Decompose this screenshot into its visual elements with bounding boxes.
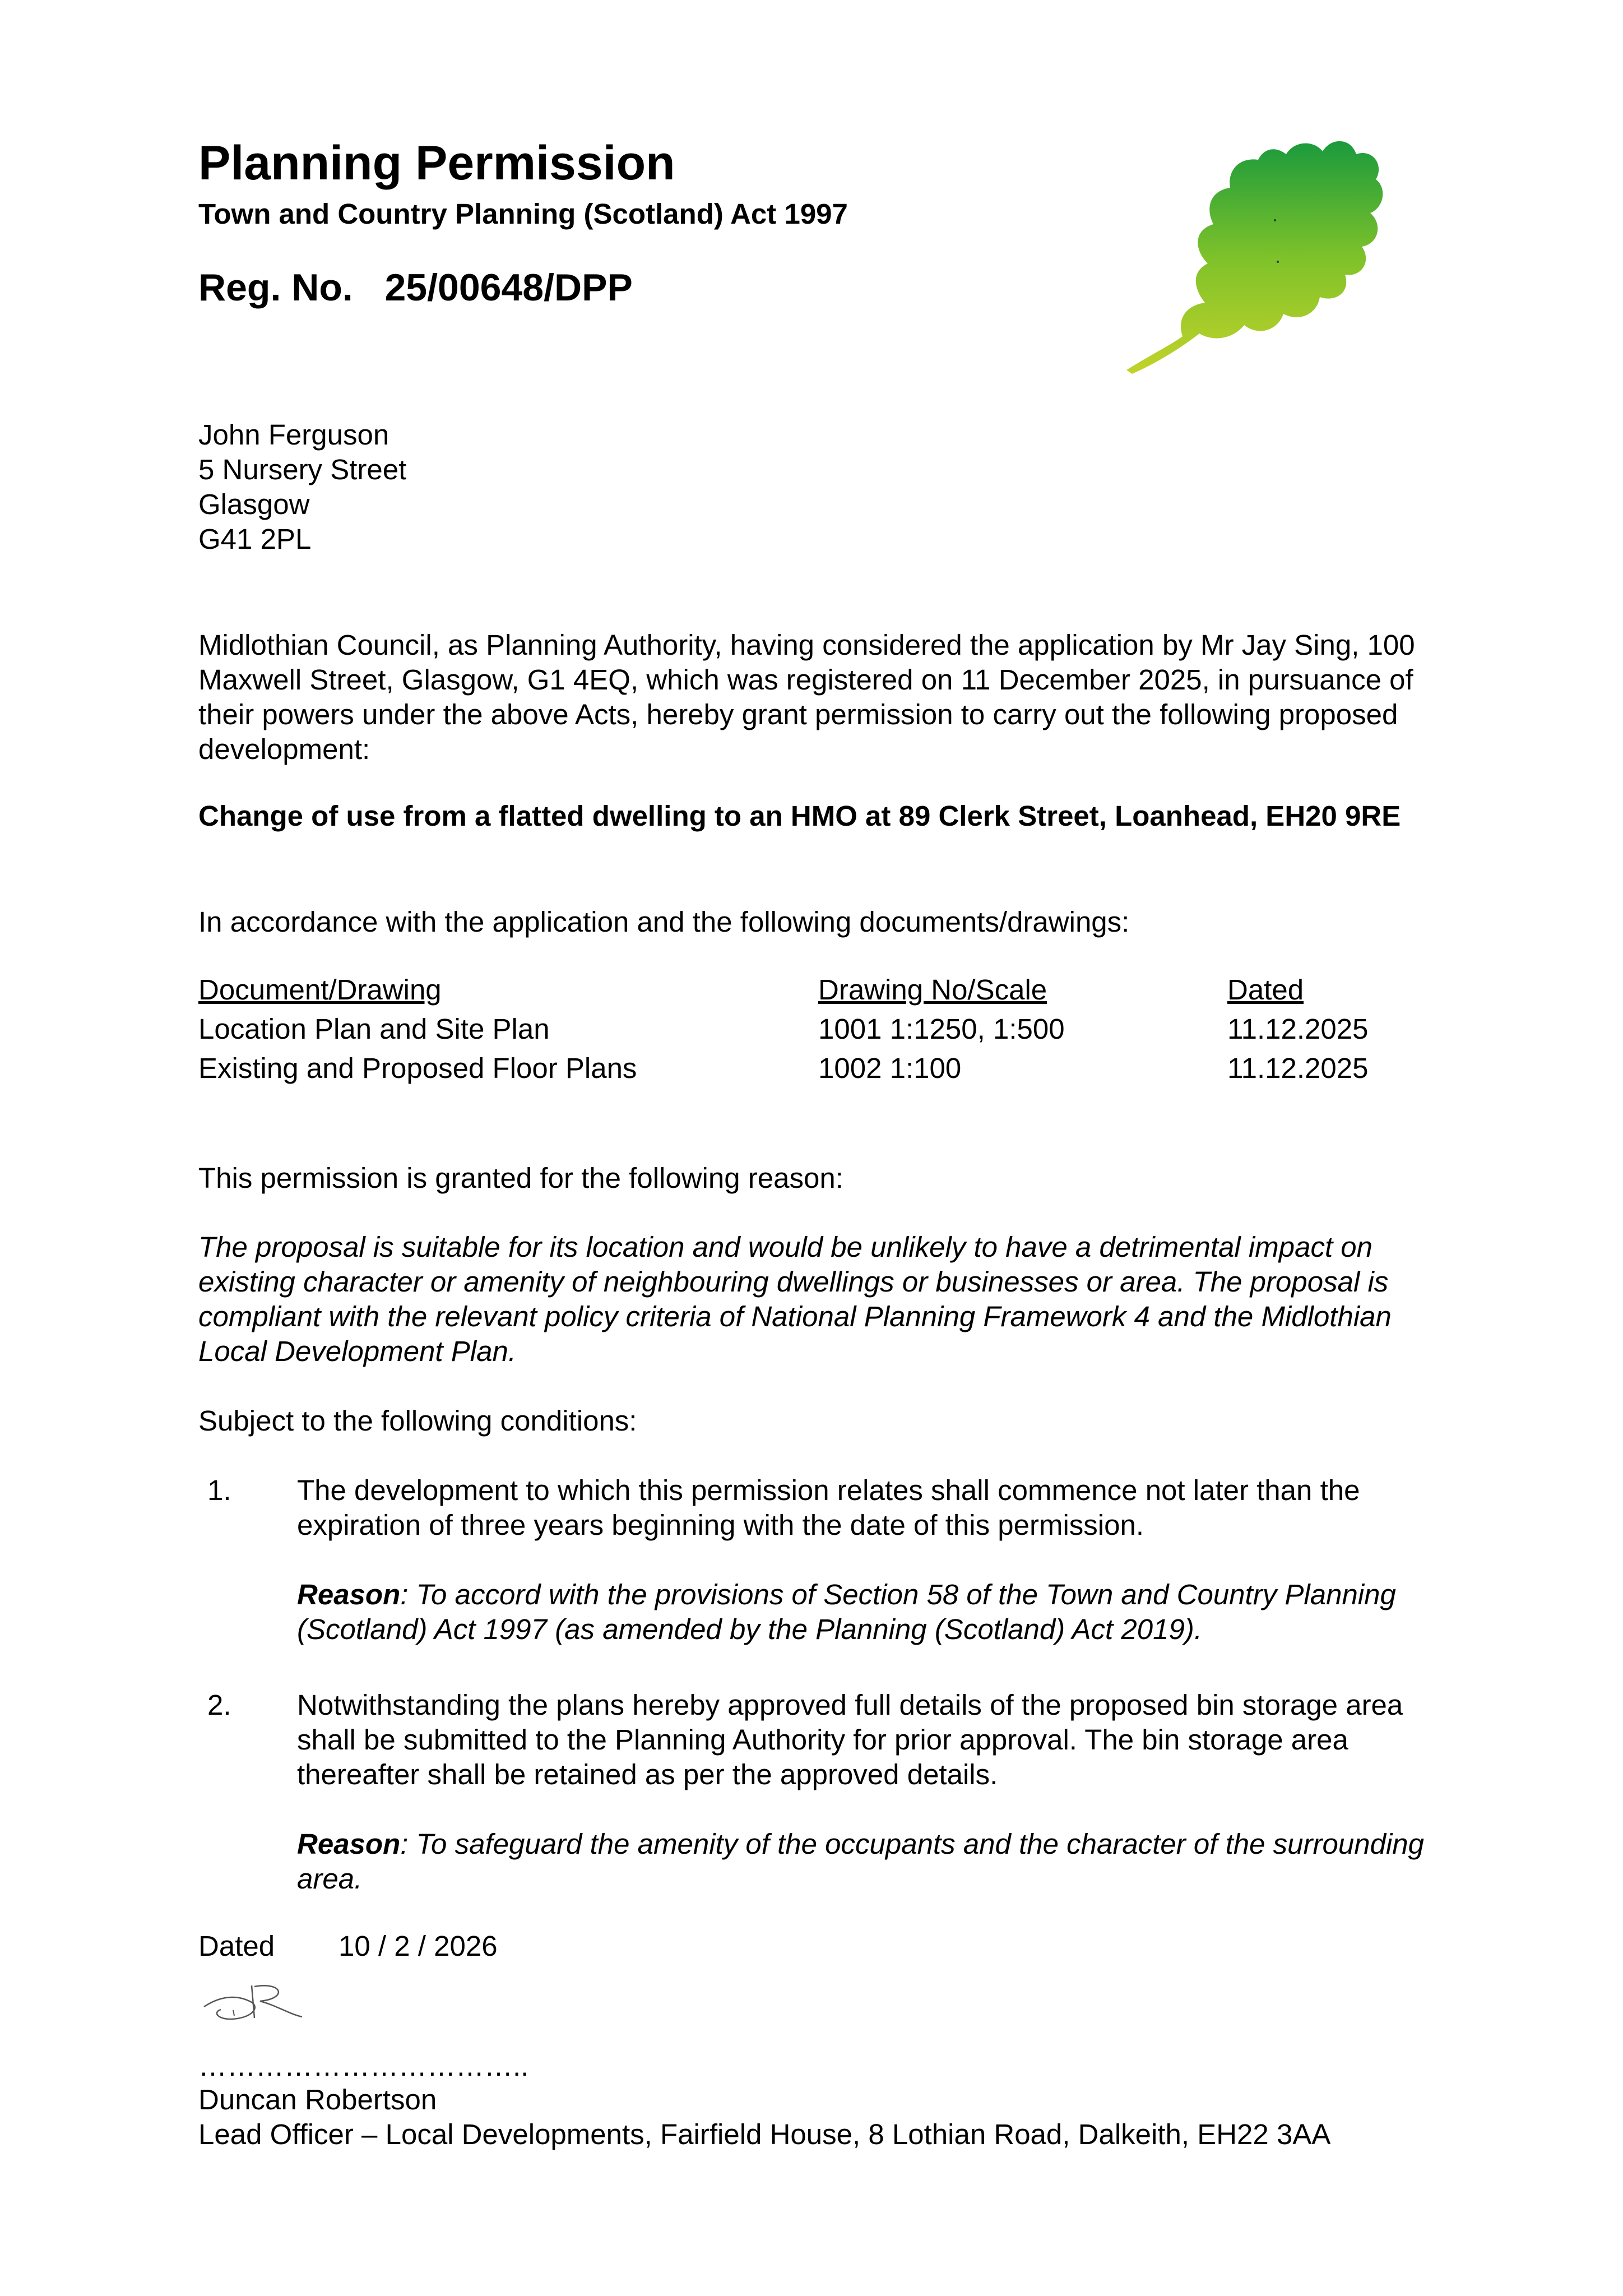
grant-reason: The proposal is suitable for its location and would be unlikely to have a detrimental impact on existing character or amenity of neighbouring dwellings or businesses or area. The proposal is compliant with the relevant policy criteria of National Planning Framework 4 and the Midlothian Local Development Plan. <box>198 1231 1392 1367</box>
reason-label: Reason <box>297 1828 401 1860</box>
officer-title: Lead Officer – Local Developments, Fairfield House, 8 Lothian Road, Dalkeith, EH22 3AA <box>198 2118 1331 2150</box>
recipient-address <box>198 418 406 557</box>
reason-label: Reason <box>297 1578 401 1610</box>
cell-document: Existing and Proposed Floor Plans <box>198 1052 637 1084</box>
reg-label: Reg. No. <box>198 266 353 309</box>
condition-reason <box>297 1827 1454 1896</box>
registration-number <box>198 266 633 309</box>
condition-reason <box>297 1577 1454 1647</box>
page-title: Planning Permission <box>198 136 675 190</box>
drawings-table <box>198 973 1448 1090</box>
column-header-drawing-no: Drawing No/Scale <box>818 974 1047 1006</box>
reason-text: : To safeguard the amenity of the occupants and the character of the surrounding area. <box>297 1828 1425 1895</box>
cell-document: Location Plan and Site Plan <box>198 1013 550 1045</box>
cell-dated: 11.12.2025 <box>1227 1052 1369 1084</box>
recipient-name: John Ferguson <box>198 419 389 451</box>
reg-value: 25/00648/DPP <box>384 266 633 309</box>
officer-name: Duncan Robertson <box>198 2084 437 2116</box>
recipient-street: 5 Nursery Street <box>198 453 407 485</box>
signature <box>198 1979 310 2024</box>
table-row <box>198 1012 1448 1051</box>
dated-value: 10 / 2 / 2026 <box>338 1930 498 1962</box>
column-header-dated: Dated <box>1227 974 1304 1006</box>
condition-number: 1. <box>207 1474 231 1506</box>
cell-drawing-no: 1002 1:100 <box>818 1052 962 1084</box>
oak-leaf-icon <box>1115 115 1401 378</box>
table-row <box>198 1051 1448 1090</box>
conditions-intro: Subject to the following conditions: <box>198 1405 637 1437</box>
accordance-text: In accordance with the application and the following documents/drawings: <box>198 906 1130 938</box>
condition-text: Notwithstanding the plans hereby approved full details of the proposed bin storage area shall be submitted to the Planning Authority for prior approval. The bin storage area thereafter shall be retained as per the approved details. <box>297 1689 1403 1790</box>
recipient-postcode: G41 2PL <box>198 523 312 555</box>
cell-drawing-no: 1001 1:1250, 1:500 <box>818 1013 1065 1045</box>
condition-number: 2. <box>207 1689 231 1721</box>
drawings-header-row <box>198 973 1448 1012</box>
granted-intro: This permission is granted for the following reason: <box>198 1162 843 1194</box>
proposal-description: Change of use from a flatted dwelling to an HMO at 89 Clerk Street, Loanhead, EH20 9RE <box>198 800 1401 832</box>
condition-text: The development to which this permission relates shall commence not later than the expiration of three years beginning with the date of this permission. <box>297 1474 1360 1541</box>
column-header-document: Document/Drawing <box>198 974 442 1006</box>
dated-label: Dated <box>198 1930 275 1962</box>
recipient-city: Glasgow <box>198 488 310 520</box>
signature-line: …………………………….. <box>198 2050 529 2082</box>
dated-row <box>198 1929 498 1964</box>
cell-dated: 11.12.2025 <box>1227 1013 1369 1045</box>
intro-paragraph: Midlothian Council, as Planning Authority, having considered the application by Mr Jay Sing, 100 Maxwell Street, Glasgow, G1 4EQ, which was registered on 11 December 2025, in pursuance of their powers under the above Acts, hereby grant permission to carry out the following proposed development: <box>198 629 1415 765</box>
act-subtitle: Town and Country Planning (Scotland) Act 1997 <box>198 198 848 230</box>
reason-text: : To accord with the provisions of Section 58 of the Town and Country Planning (Scotland) Act 1997 (as amended by the Planning (Scotland) Act 2019). <box>297 1578 1396 1645</box>
